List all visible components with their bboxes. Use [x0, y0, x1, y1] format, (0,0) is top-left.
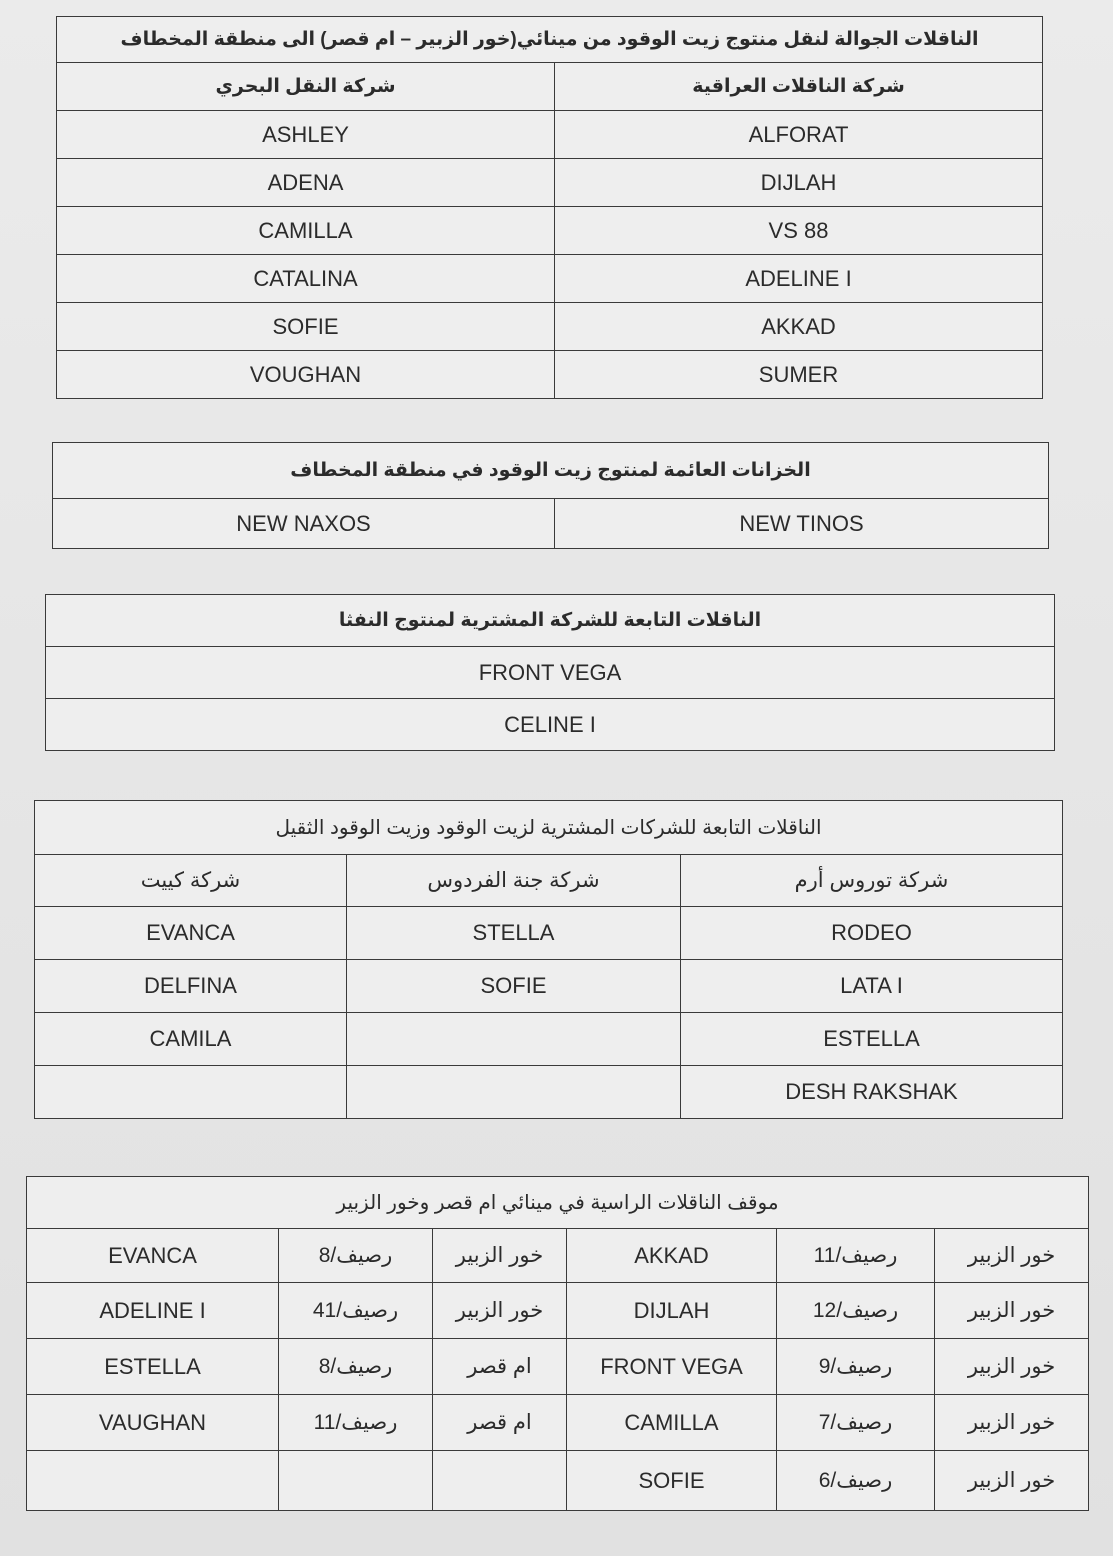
- table-cell: NEW NAXOS: [53, 499, 555, 549]
- table-cell: DESH RAKSHAK: [681, 1066, 1063, 1119]
- table-cell: خور الزبير: [935, 1229, 1089, 1283]
- kiet-company-header: شركة كييت: [35, 855, 347, 907]
- table-cell: NEW TINOS: [555, 499, 1049, 549]
- table-cell: LATA I: [681, 960, 1063, 1013]
- maritime-transport-company-header: شركة النقل البحري: [57, 63, 555, 111]
- table-cell: خور الزبير: [935, 1395, 1089, 1451]
- table-cell: خور الزبير: [935, 1339, 1089, 1395]
- table-cell: رصيف/9: [777, 1339, 935, 1395]
- table-cell: RODEO: [681, 907, 1063, 960]
- naphtha-buyer-title: الناقلات التابعة للشركة المشترية لمنتوج النفثا: [46, 595, 1055, 647]
- iraqi-tankers-company-header: شركة الناقلات العراقية: [555, 63, 1043, 111]
- table-cell: AKKAD: [567, 1229, 777, 1283]
- table-cell: CAMILLA: [57, 207, 555, 255]
- table-cell: DIJLAH: [567, 1283, 777, 1339]
- table-cell: [279, 1451, 433, 1511]
- table-cell: ESTELLA: [681, 1013, 1063, 1066]
- mobile-tankers-title: الناقلات الجوالة لنقل منتوج زيت الوقود من مينائي(خور الزبير – ام قصر) الى منطقة المخطاف: [57, 17, 1043, 63]
- table-cell: خور الزبير: [433, 1229, 567, 1283]
- toros-arm-company-header: شركة توروس أرم: [681, 855, 1063, 907]
- table-cell: خور الزبير: [935, 1451, 1089, 1511]
- table-cell: خور الزبير: [433, 1283, 567, 1339]
- table-cell: ASHLEY: [57, 111, 555, 159]
- mobile-tankers-table: [56, 16, 1043, 399]
- table-cell: ESTELLA: [27, 1339, 279, 1395]
- table-cell: FRONT VEGA: [46, 647, 1055, 699]
- table-cell: CAMILA: [35, 1013, 347, 1066]
- table-cell: AKKAD: [555, 303, 1043, 351]
- table-cell: رصيف/11: [777, 1229, 935, 1283]
- fuel-buyers-table: [34, 800, 1063, 1119]
- table-cell: ام قصر: [433, 1395, 567, 1451]
- table-cell: [433, 1451, 567, 1511]
- table-cell: ام قصر: [433, 1339, 567, 1395]
- table-cell: STELLA: [347, 907, 681, 960]
- table-cell: رصيف/6: [777, 1451, 935, 1511]
- table-cell: رصيف/41: [279, 1283, 433, 1339]
- table-cell: خور الزبير: [935, 1283, 1089, 1339]
- table-cell: ADELINE I: [27, 1283, 279, 1339]
- table-cell: SOFIE: [57, 303, 555, 351]
- table-cell: SOFIE: [567, 1451, 777, 1511]
- berth-status-title: موقف الناقلات الراسية في مينائي ام قصر وخور الزبير: [27, 1177, 1089, 1229]
- table-cell: EVANCA: [35, 907, 347, 960]
- table-cell: VS 88: [555, 207, 1043, 255]
- table-cell: [347, 1013, 681, 1066]
- table-cell: VAUGHAN: [27, 1395, 279, 1451]
- table-cell: [35, 1066, 347, 1119]
- table-cell: CAMILLA: [567, 1395, 777, 1451]
- table-cell: ALFORAT: [555, 111, 1043, 159]
- floating-tanks-table: [52, 442, 1049, 549]
- table-cell: SOFIE: [347, 960, 681, 1013]
- table-cell: [27, 1451, 279, 1511]
- table-cell: VOUGHAN: [57, 351, 555, 399]
- table-cell: رصيف/11: [279, 1395, 433, 1451]
- table-cell: CELINE I: [46, 699, 1055, 751]
- table-cell: DELFINA: [35, 960, 347, 1013]
- fuel-buyers-title: الناقلات التابعة للشركات المشترية لزيت الوقود وزيت الوقود الثقيل: [35, 801, 1063, 855]
- table-cell: رصيف/8: [279, 1229, 433, 1283]
- table-cell: ADELINE I: [555, 255, 1043, 303]
- table-cell: SUMER: [555, 351, 1043, 399]
- table-cell: رصيف/7: [777, 1395, 935, 1451]
- table-cell: رصيف/8: [279, 1339, 433, 1395]
- berth-status-table: [26, 1176, 1089, 1511]
- naphtha-buyer-table: [45, 594, 1055, 751]
- table-cell: CATALINA: [57, 255, 555, 303]
- jannat-alfirdaws-company-header: شركة جنة الفردوس: [347, 855, 681, 907]
- table-cell: FRONT VEGA: [567, 1339, 777, 1395]
- table-cell: رصيف/12: [777, 1283, 935, 1339]
- table-cell: EVANCA: [27, 1229, 279, 1283]
- table-cell: ADENA: [57, 159, 555, 207]
- table-cell: [347, 1066, 681, 1119]
- table-cell: DIJLAH: [555, 159, 1043, 207]
- floating-tanks-title: الخزانات العائمة لمنتوج زيت الوقود في منطقة المخطاف: [53, 443, 1049, 499]
